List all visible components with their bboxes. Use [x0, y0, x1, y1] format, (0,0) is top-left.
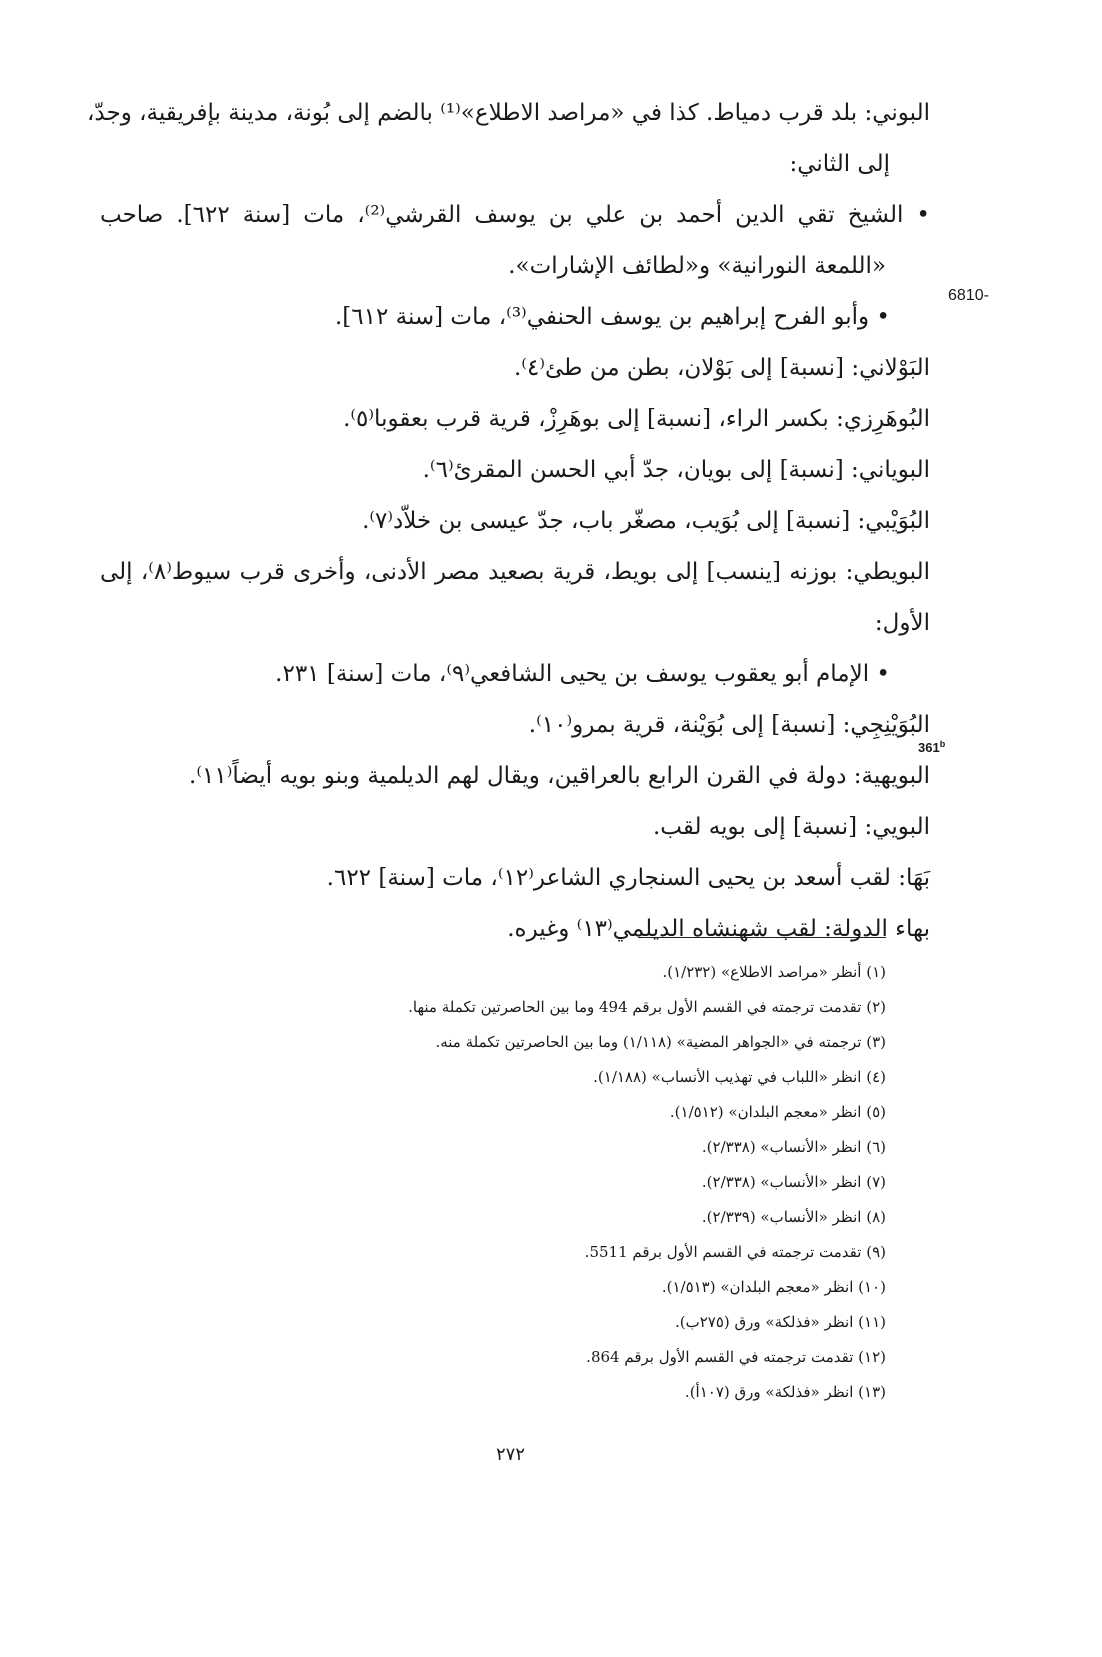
- footnote: (٦) انظر «الأنساب» (٢/٣٣٨).: [701, 1138, 886, 1156]
- text-line: «اللمعة النورانية» و«لطائف الإشارات».: [508, 253, 886, 279]
- footnote: (١٣) انظر «فذلكة» ورق (١٠٧أ).: [684, 1383, 886, 1401]
- footnote: (٣) ترجمته في «الجواهر المضية» (١/١١٨) وما بين الحاصرتين تكملة منه.: [435, 1033, 886, 1051]
- folio-side: b: [939, 739, 946, 749]
- footnote: (٤) انظر «اللباب في تهذيب الأنساب» (١/١٨٨).: [593, 1068, 886, 1086]
- text-line: البُوَيْنِجِي: [نسبة] إلى بُوَيْنة، قرية بمرو⁽١٠⁾.: [528, 712, 930, 738]
- footnote: (٩) تقدمت ترجمته في القسم الأول برقم 5511.: [584, 1243, 886, 1261]
- text-line: إلى الثاني:: [789, 151, 890, 177]
- text-line: بَهَا: لقب أسعد بن يحيى السنجاري الشاعر⁽١٢⁾، مات [سنة] ٦٢٢.: [326, 865, 930, 891]
- text-line: البوياني: [نسبة] إلى بويان، جدّ أبي الحسن المقرئ⁽٦⁾.: [422, 457, 930, 483]
- text-line: البُوَيْبي: [نسبة] إلى بُوَيب، مصغّر باب، جدّ عيسى بن خلاّد⁽٧⁾.: [362, 508, 930, 534]
- footnote-separator: [638, 937, 886, 938]
- text-line: بهاء الدولة: لقب شهنشاه الديلمي⁽١٣⁾ وغيره.: [507, 916, 930, 942]
- footnote: (١١) انظر «فذلكة» ورق (٢٧٥ب).: [674, 1313, 886, 1331]
- text-line: البوني: بلد قرب دمياط. كذا في «مراصد الاطلاع»⁽¹⁾ بالضم إلى بُونة، مدينة بإفريقية، وجدّ،: [86, 100, 930, 126]
- footnote: (٨) انظر «الأنساب» (٢/٣٣٩).: [701, 1208, 886, 1226]
- text-line: البويهية: دولة في القرن الرابع بالعراقين، ويقال لهم الديلمية وبنو بويه أيضاً⁽١١⁾.: [189, 763, 930, 789]
- footnote: (٢) تقدمت ترجمته في القسم الأول برقم 494 وما بين الحاصرتين تكملة منها.: [408, 998, 886, 1016]
- folio-marker: [918, 740, 945, 755]
- page-number: ٢٧٢: [495, 1444, 525, 1465]
- text-line: • الإمام أبو يعقوب يوسف بن يحيى الشافعي⁽٩⁾، مات [سنة] ٢٣١.: [275, 661, 890, 687]
- text-line: البويطي: بوزنه [ينسب] إلى بويط، قرية بصعيد مصر الأدنى، وأخرى قرب سيوط⁽٨⁾، إلى الأول:: [100, 559, 931, 636]
- entry-number: 6810-: [948, 287, 989, 304]
- text-line: البُوهَرِزي: بكسر الراء، [نسبة] إلى بوهَرِزْ، قرية قرب بعقوبا⁽٥⁾.: [343, 406, 930, 432]
- footnote: (١٠) انظر «معجم البلدان» (١/٥١٣).: [661, 1278, 886, 1296]
- text-line: • الشيخ تقي الدين أحمد بن علي بن يوسف القرشي⁽²⁾، مات [سنة ٦٢٢]. صاحب: [100, 202, 930, 228]
- footnote: (٥) انظر «معجم البلدان» (١/٥١٢).: [669, 1103, 886, 1121]
- text-line: البَوْلاني: [نسبة] إلى بَوْلان، بطن من طئ⁽٤⁾.: [513, 355, 930, 381]
- footnotes: [320, 955, 886, 1410]
- footnote: (١) أنظر «مراصد الاطلاع» (١/٢٣٢).: [662, 963, 886, 981]
- footnote: (١٢) تقدمت ترجمته في القسم الأول برقم 864.: [586, 1348, 886, 1366]
- text-line: البويي: [نسبة] إلى بويه لقب.: [652, 814, 930, 840]
- text-line: • وأبو الفرح إبراهيم بن يوسف الحنفي⁽³⁾، مات [سنة ٦١٢].: [334, 304, 890, 330]
- folio-number: 361: [918, 740, 940, 755]
- main-text: [86, 88, 931, 955]
- footnote: (٧) انظر «الأنساب» (٢/٣٣٨).: [701, 1173, 886, 1191]
